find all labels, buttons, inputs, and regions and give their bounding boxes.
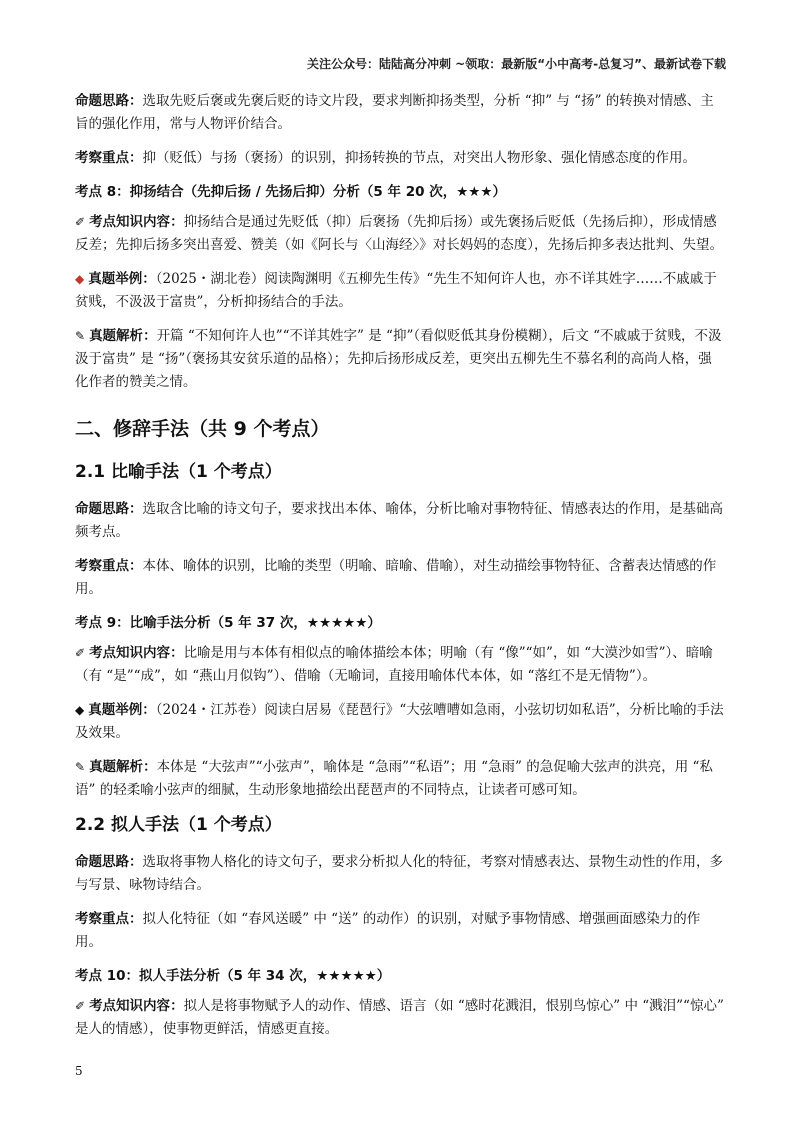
point9-zhishi: ✐ 考点知识内容：比喻是用与本体有相似点的喻体描绘本体；明喻（有 “像”“如”，如 “大漠沙如雪”）、暗喻（有 “是”“成”，如 “燕山月似钩”）、借喻（无喻词，直接用喻体代本体，如 “落红不是无情物”）。 bbox=[75, 642, 725, 688]
sub22-kaocha: 考察重点：拟人化特征（如 “春风送暖” 中 “送” 的动作）的识别，对赋予事物情感、增强画面感染力的作用。 bbox=[75, 911, 701, 950]
page-header: 关注公众号：陆陆高分冲刺 ~领取：最新版“小中高考-总复习”、最新试卷下载 bbox=[307, 57, 726, 71]
brush-icon: ✎ bbox=[75, 329, 86, 343]
sub21-mingti: 命题思路：选取含比喻的诗文句子，要求找出本体、喻体，分析比喻对事物特征、情感表达的作用，是基础高频考点。 bbox=[75, 501, 723, 540]
pencil-icon: ✐ bbox=[75, 215, 86, 229]
sub22-title: 2.2 拟人手法（1 个考点） bbox=[75, 815, 282, 835]
point9-title: 考点 9：比喻手法分析（5 年 37 次，★★★★★） bbox=[75, 615, 381, 631]
sub21-kaocha: 考察重点：本体、喻体的识别，比喻的类型（明喻、暗喻、借喻），对生动描绘事物特征、含蓄表达情感的作用。 bbox=[75, 558, 717, 597]
sub22-mingti: 命题思路：选取将事物人格化的诗文句子，要求分析拟人化的特征，考察对情感表达、景物生动性的作用，多与写景、咏物诗结合。 bbox=[75, 854, 723, 893]
pencil-icon: ✐ bbox=[75, 999, 86, 1013]
point8-zhishi: ✐ 考点知识内容：抑扬结合是通过先贬低（抑）后褒扬（先抑后扬）或先褒扬后贬低（先扬后抑），形成情感反差；先抑后扬多突出喜爱、赞美（如《阿长与〈山海经〉》对长妈妈的态度），先扬后抑多表达批判、失望。 bbox=[75, 211, 725, 257]
point10-zhishi: ✐ 考点知识内容：拟人是将事物赋予人的动作、情感、语言（如 “感时花溅泪，恨别鸟惊心” 中 “溅泪”“惊心” 是人的情感），使事物更鲜活，情感更直接。 bbox=[75, 995, 725, 1041]
sub21-title: 2.1 比喻手法（1 个考点） bbox=[75, 462, 282, 482]
point9-jiexi: ✎ 真题解析：本体是 “大弦声”“小弦声”，喻体是 “急雨”“私语”；用 “急雨” 的急促喻大弦声的洪亮，用 “私语” 的轻柔喻小弦声的细腻，生动形象地描绘出琵琶声的不同特点，让读者可感可知。 bbox=[75, 756, 725, 802]
brush-icon: ✎ bbox=[75, 760, 86, 774]
block1-mingti: 命题思路：选取先贬后褒或先褒后贬的诗文片段，要求判断抑扬类型，分析 “抑” 与 “扬” 的转换对情感、主旨的强化作用，常与人物评价结合。 bbox=[75, 93, 714, 132]
point8-title: 考点 8：抑扬结合（先抑后扬 / 先扬后抑）分析（5 年 20 次，★★★） bbox=[75, 184, 507, 200]
pencil-icon: ✐ bbox=[75, 646, 86, 660]
page-content bbox=[75, 90, 725, 1052]
section2-title: 二、修辞手法（共 9 个考点） bbox=[75, 418, 330, 440]
diamond-icon: ◆ bbox=[75, 703, 85, 717]
point10-title: 考点 10：拟人手法分析（5 年 34 次，★★★★★） bbox=[75, 968, 391, 984]
point8-jiexi: ✎ 真题解析：开篇 “不知何许人也”“不详其姓字” 是 “抑”（看似贬低其身份模糊），后文 “不戚戚于贫贱，不汲汲于富贵” 是 “扬”（褒扬其安贫乐道的品格）；先抑后扬形成反差，更突出五柳先生不慕名利的高尚人格，强化作者的赞美之情。 bbox=[75, 325, 725, 394]
point8-liju: ◆ 真题举例：（2025・湖北卷）阅读陶渊明《五柳先生传》“先生不知何许人也，亦不详其姓字……不戚戚于贫贱，不汲汲于富贵”，分析抑扬结合的手法。 bbox=[75, 268, 725, 314]
block1-kaocha: 考察重点：抑（贬低）与扬（褒扬）的识别，抑扬转换的节点，对突出人物形象、强化情感态度的作用。 bbox=[75, 150, 696, 166]
diamond-icon: ◆ bbox=[75, 272, 85, 286]
point9-liju: ◆ 真题举例：（2024・江苏卷）阅读白居易《琵琶行》“大弦嘈嘈如急雨，小弦切切如私语”，分析比喻的手法及效果。 bbox=[75, 699, 725, 745]
page-number: 5 bbox=[75, 1064, 83, 1078]
